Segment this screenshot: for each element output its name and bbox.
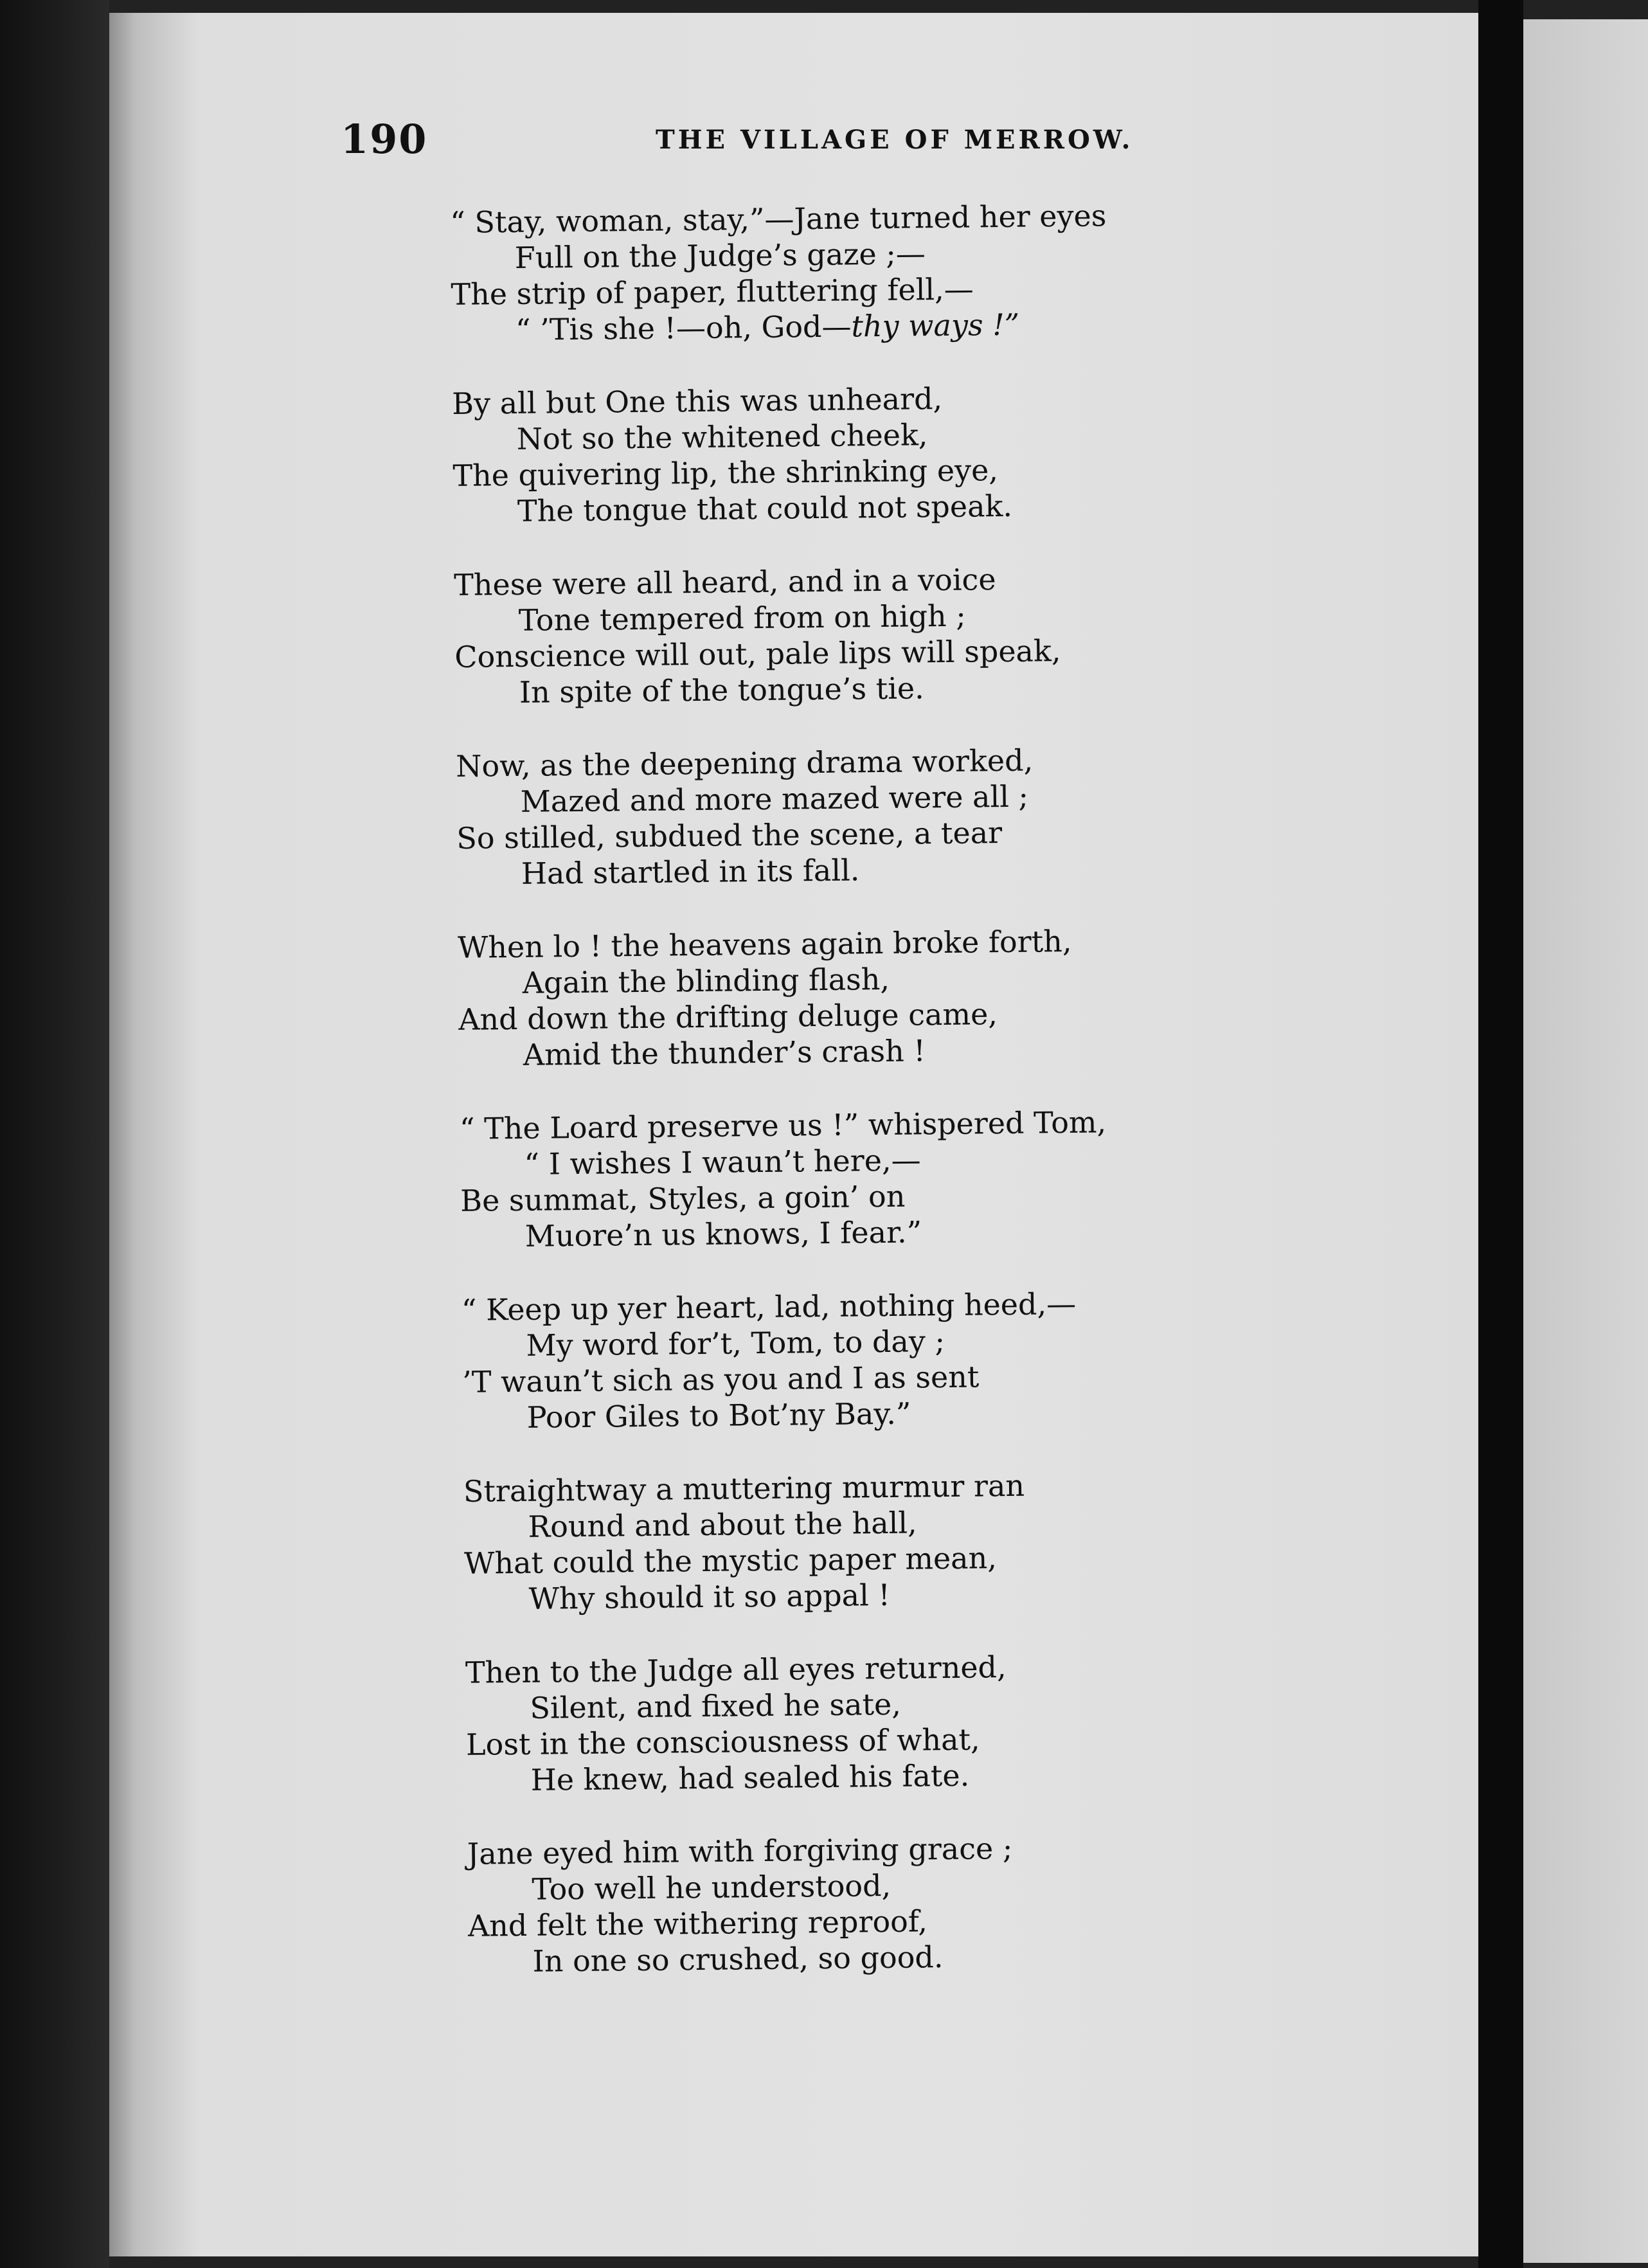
poem-line: My word for’t, Tom, to day ; <box>526 1324 945 1363</box>
poem-line: Full on the Judge’s gaze ;— <box>514 236 926 275</box>
stanza-6 <box>460 1102 1232 1255</box>
stanza-5 <box>458 921 1230 1074</box>
poem-line: These were all heard, and in a voice <box>453 562 996 602</box>
poem-line: Then to the Judge all eyes returned, <box>465 1650 1007 1690</box>
poem-line: Tone tempered from on high ; <box>518 598 967 638</box>
book-gutter <box>1478 0 1523 2268</box>
poem-line: Again the blinding flash, <box>522 961 890 1000</box>
poem-line: By all but One this was unheard, <box>451 381 943 421</box>
poem-line: In spite of the tongue’s tie. <box>519 670 925 710</box>
poem-line: Conscience will out, pale lips will speak, <box>454 633 1061 674</box>
stanza-10 <box>467 1828 1240 1980</box>
poem-line: Silent, and fixed he sate, <box>530 1686 902 1725</box>
left-scan-margin <box>0 0 109 2268</box>
stanza-3 <box>454 559 1226 711</box>
page-number: 190 <box>341 116 428 163</box>
poem-line: “ Stay, woman, stay,”—Jane turned her eyes <box>450 198 1107 240</box>
poem-line: Be summat, Styles, a goin’ on <box>460 1178 906 1218</box>
stanza-9 <box>465 1646 1238 1799</box>
poem-line: Not so the whitened cheek, <box>516 417 928 456</box>
poem-line: And down the drifting deluge came, <box>458 996 998 1037</box>
stanza-1 <box>450 196 1223 348</box>
stanza-7 <box>461 1284 1234 1436</box>
poem-line-text: “ ’Tis she !—oh, God— <box>515 309 852 347</box>
poem-line: In one so crushed, so good. <box>532 1940 944 1979</box>
running-head: THE VILLAGE OF MERROW. <box>656 125 1134 155</box>
poem-line: Muore’n us knows, I fear.” <box>524 1214 922 1254</box>
poem-line <box>451 304 1223 348</box>
poem-line: What could the mystic paper mean, <box>463 1540 998 1581</box>
poem-line: Too well he understood, <box>532 1868 891 1907</box>
stanza-8 <box>463 1465 1236 1617</box>
poem-text <box>450 196 1240 2017</box>
poem-line: “ Keep up yer heart, lad, nothing heed,— <box>461 1286 1077 1328</box>
poem-line: “ I wishes I waun’t here,— <box>524 1142 921 1182</box>
poem-line: The strip of paper, fluttering fell,— <box>451 271 974 312</box>
poem-line: Poor Giles to Bot’ny Bay.” <box>526 1396 911 1435</box>
poem-line: Jane eyed him with forgiving grace ; <box>467 1830 1013 1871</box>
poem-line: Lost in the consciousness of what, <box>465 1722 980 1762</box>
page-header <box>341 116 1176 174</box>
poem-line: “ The Loard preserve us !” whispered Tom, <box>459 1104 1107 1146</box>
stanza-2 <box>452 377 1224 530</box>
poem-line: Had startled in its fall. <box>521 852 860 891</box>
facing-page-edge <box>1523 19 1648 2263</box>
poem-line: When lo ! the heavens again broke forth, <box>457 923 1072 965</box>
poem-line: Mazed and more mazed were all ; <box>520 779 1029 819</box>
poem-line: Amid the thunder’s crash ! <box>523 1033 926 1072</box>
poem-line: The quivering lip, the shrinking eye, <box>452 453 999 493</box>
stanza-4 <box>456 740 1228 892</box>
poem-line: So stilled, subdued the scene, a tear <box>456 815 1003 856</box>
poem-line: Why should it so appal ! <box>528 1577 891 1616</box>
poem-line: Round and about the hall, <box>528 1505 917 1544</box>
emphasized-text: thy ways !” <box>851 307 1020 344</box>
poem-line: ’T waun’t sich as you and I as sent <box>461 1359 980 1400</box>
poem-line: And felt the withering reproof, <box>467 1904 928 1943</box>
poem-line: The tongue that could not speak. <box>517 488 1013 528</box>
poem-line: Straightway a muttering murmur ran <box>463 1468 1025 1509</box>
poem-line: Now, as the deepening drama worked, <box>455 742 1034 784</box>
poem-line: He knew, had sealed his fate. <box>530 1758 970 1797</box>
